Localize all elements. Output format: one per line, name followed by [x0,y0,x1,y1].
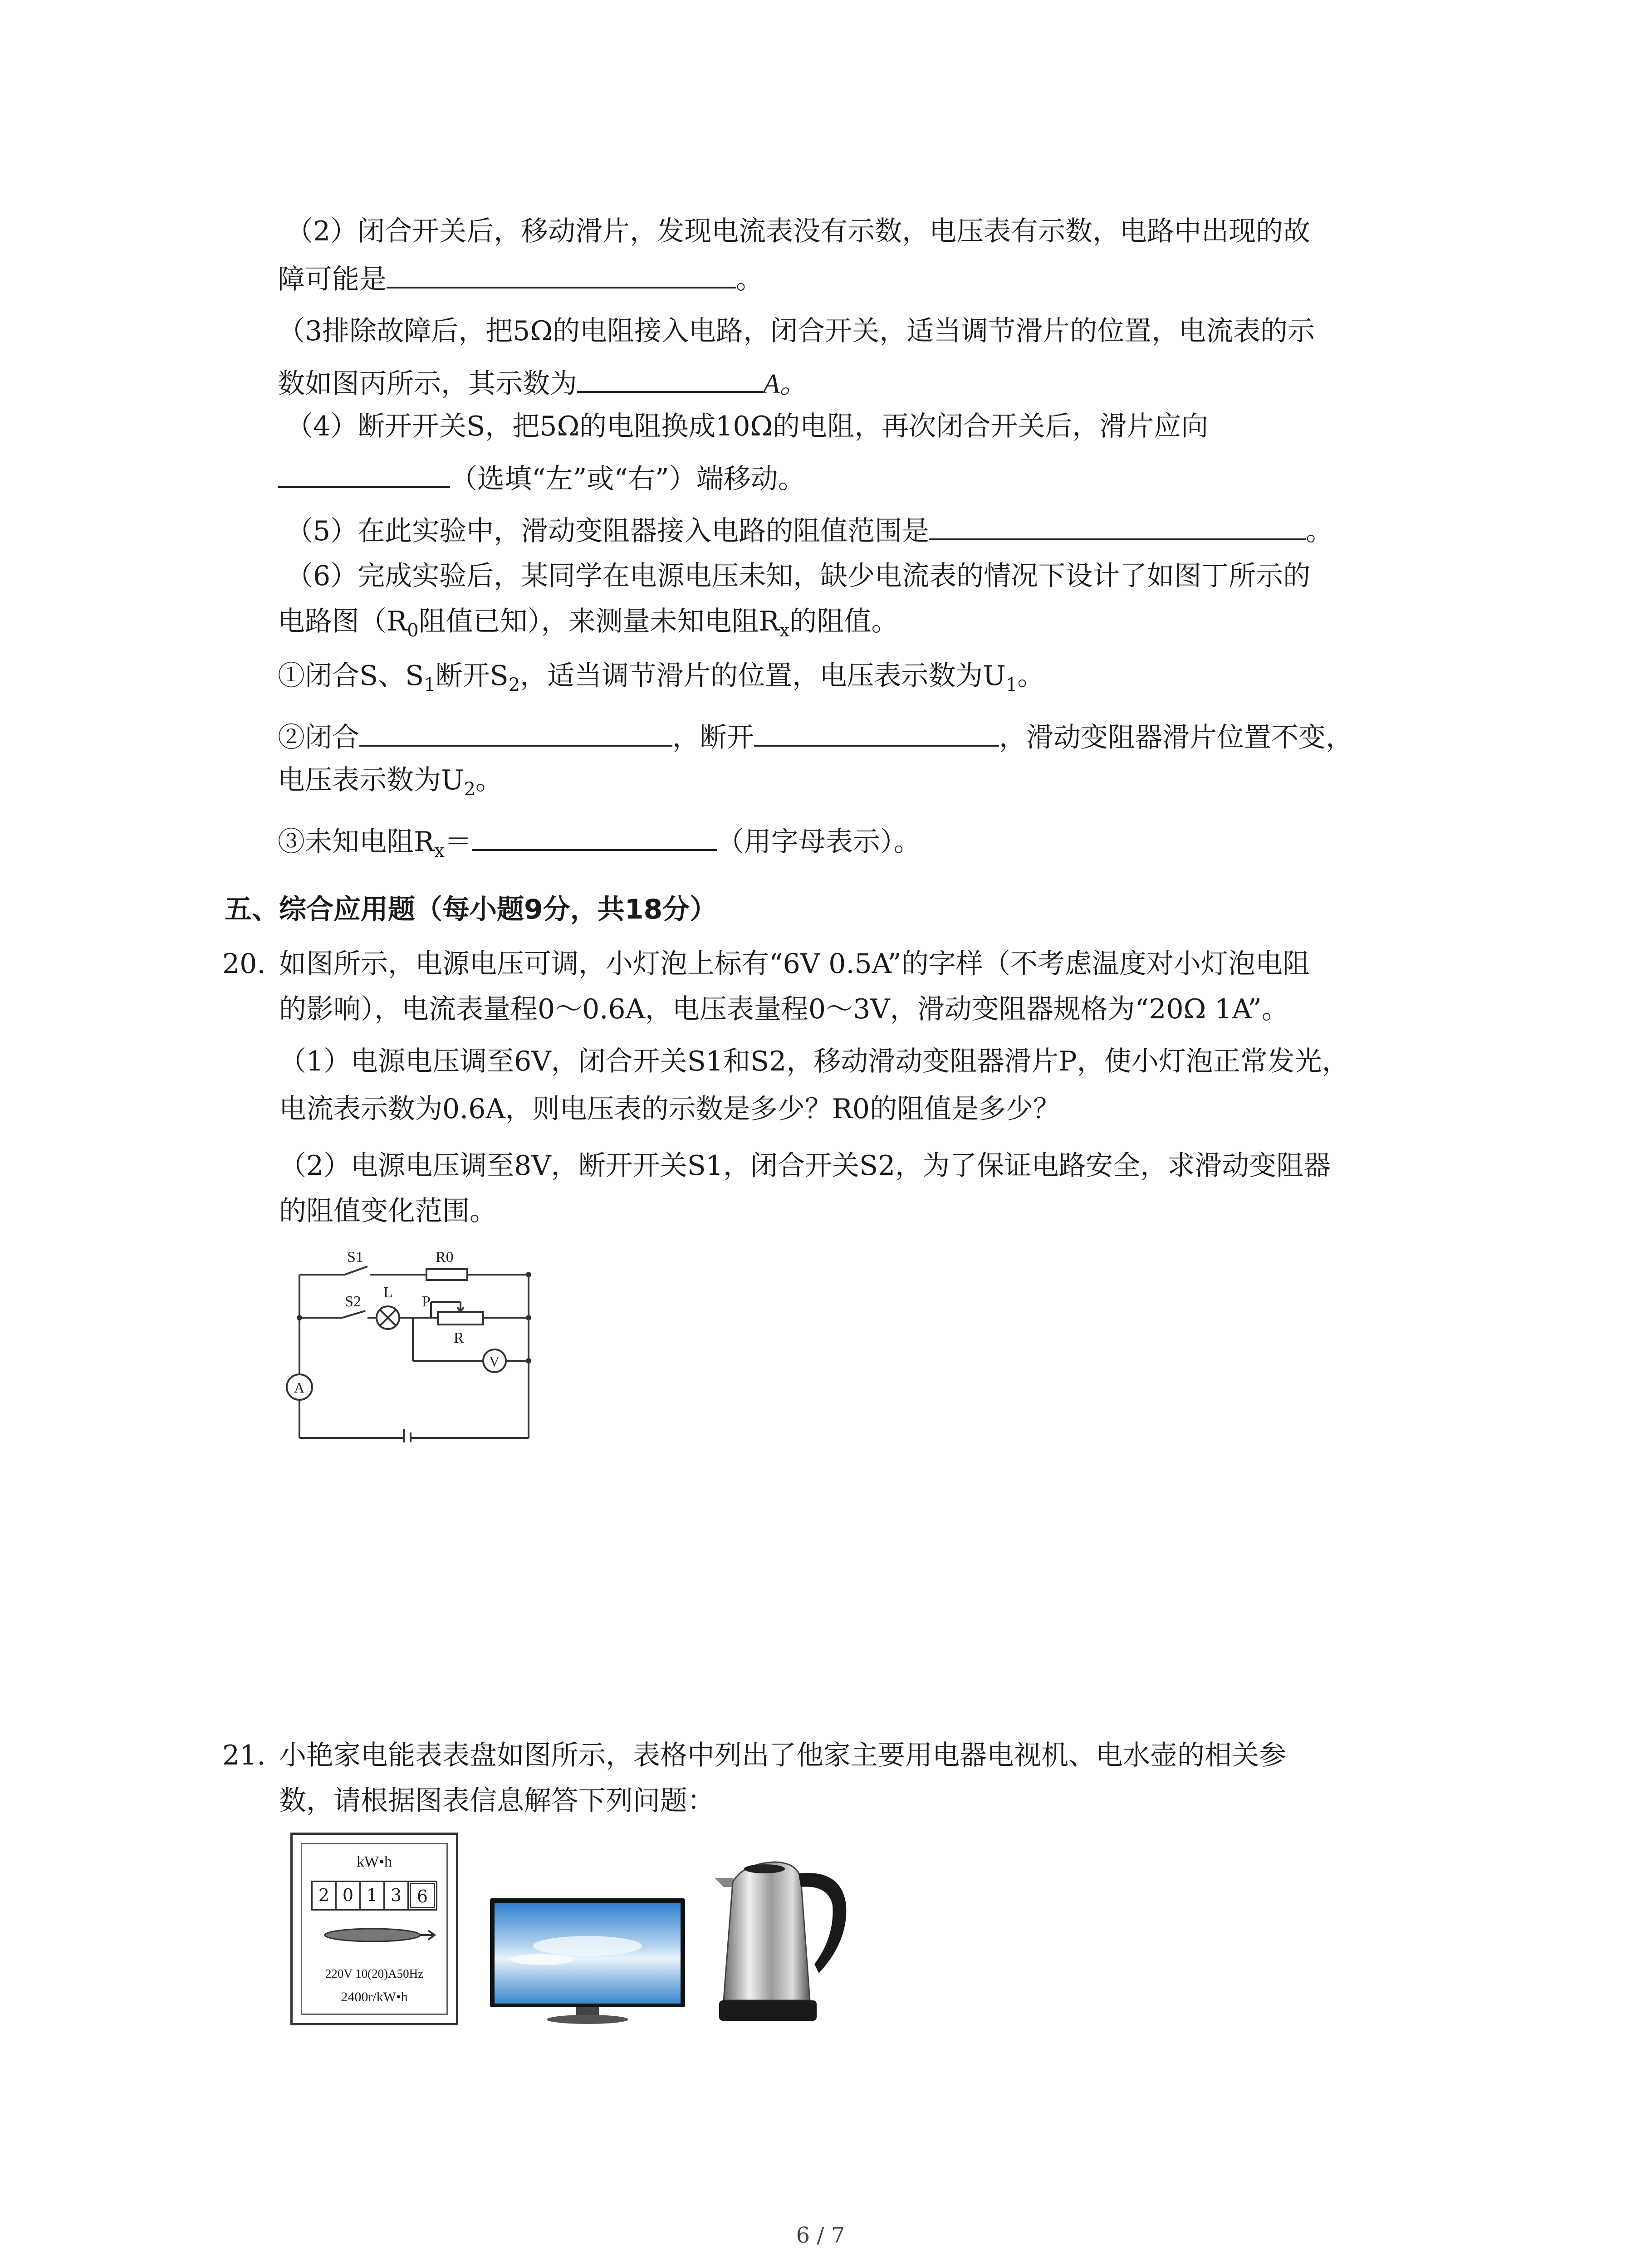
television-image [488,1896,687,2028]
q19-step2-line2: 电压表示数为$U_2$。 [278,764,503,800]
question-number-20: 20. [222,948,266,980]
answer-blank-fault[interactable] [387,259,736,288]
meter-digit: 1 [361,1882,385,1909]
section-heading: 五、综合应用题（每小题9分，共18分） [225,894,717,925]
meter-digits [311,1881,437,1911]
electric-kettle-image [705,1851,855,2028]
q20-line4: 电流表示数为0.6A，则电压表的示数是多少？R0的阻值是多少？ [279,1093,1061,1125]
label-s1: S1 [347,1249,363,1266]
q19-part3-line2: 数如图丙所示，其示数为 A。 [278,363,807,402]
q19-part6-line1: （6）完成实验后，某同学在电源电压未知，缺少电流表的情况下设计了如图丁所示的 [286,560,1311,592]
label-p: P [422,1293,431,1310]
answer-blank-current[interactable] [577,363,763,393]
q19-step2-line1: ②闭合 ，断开 ，滑动变阻器滑片位置不变， [278,717,1353,756]
q19-step3: ③未知电阻$R_x=$ （用字母表示）。 [278,821,921,860]
q19-part5: （5）在此实验中，滑动变阻器接入电路的阻值范围是 。 [286,510,1333,549]
q19-part6-line2: 电路图（$R_0$阻值已知），来测量未知电阻$R_x$的阻值。 [278,606,899,641]
q19-step1: ①闭合S、$S_1$断开$S_2$，适当调节滑片的位置，电压表示数为$U_1$。 [278,660,1045,695]
q19-part3-line1: （3排除故障后，把5Ω的电阻接入电路，闭合开关，适当调节滑片的位置，电流表的示 [278,315,1315,347]
q19-part2-line1: （2）闭合开关后，移动滑片，发现电流表没有示数，电压表有示数，电路中出现的故 [286,215,1311,247]
meter-unit: kW•h [357,1853,392,1870]
q19-part4-line2: （选填“左”或“右”）端移动。 [278,458,805,497]
label-l: L [383,1284,393,1301]
q20-line1: 如图所示，电源电压可调，小灯泡上标有“6V 0.5A”的字样（不考虑温度对小灯泡电阻 [279,948,1310,980]
q20-line3: （1）电源电压调至6V，闭合开关S1和S2，移动滑动变阻器滑片P，使小灯泡正常发光， [279,1046,1349,1077]
answer-blank-direction[interactable] [278,458,450,488]
label-s2: S2 [345,1293,361,1310]
q20-line5: （2）电源电压调至8V，断开开关S1，闭合开关S2，为了保证电路安全，求滑动变阻器 [279,1150,1331,1182]
label-v: V [489,1353,500,1369]
q19-part4-line1: （4）断开开关S，把5Ω的电阻换成10Ω的电阻，再次闭合开关后，滑片应向 [286,411,1209,442]
meter-digit: 3 [385,1882,409,1909]
question-number-21: 21. [222,1740,266,1771]
meter-digit: 2 [313,1882,337,1909]
meter-disc-icon [320,1921,438,1949]
meter-digit: 0 [337,1882,361,1909]
label-r: R [454,1330,464,1346]
q20-line6: 的阻值变化范围。 [279,1195,497,1227]
answer-blank-close[interactable] [359,717,672,747]
answer-blank-rx[interactable] [472,821,717,851]
label-a: A [294,1379,305,1396]
answer-blank-open[interactable] [754,717,999,747]
meter-digit-decimal: 6 [410,1883,435,1908]
electricity-meter [290,1833,458,2025]
q20-line2: 的影响），电流表量程0～0.6A，电压表量程0～3V，滑动变阻器规格为“20Ω 1A”。 [279,993,1289,1025]
q19-part2-line2: 障可能是 。 [278,259,763,298]
circuit-diagram [272,1238,544,1442]
q21-line1: 小艳家电能表表盘如图所示，表格中列出了他家主要用电器电视机、电水壶的相关参 [279,1740,1286,1771]
meter-revolutions: 2400r/kW•h [341,1989,408,2004]
meter-spec: 220V 10(20)A50Hz [325,1967,424,1980]
label-r0: R0 [436,1249,454,1266]
q21-line2: 数，请根据图表信息解答下列问题： [279,1785,715,1817]
page-number: 6 / 7 [796,2223,845,2248]
answer-blank-range[interactable] [929,510,1306,540]
